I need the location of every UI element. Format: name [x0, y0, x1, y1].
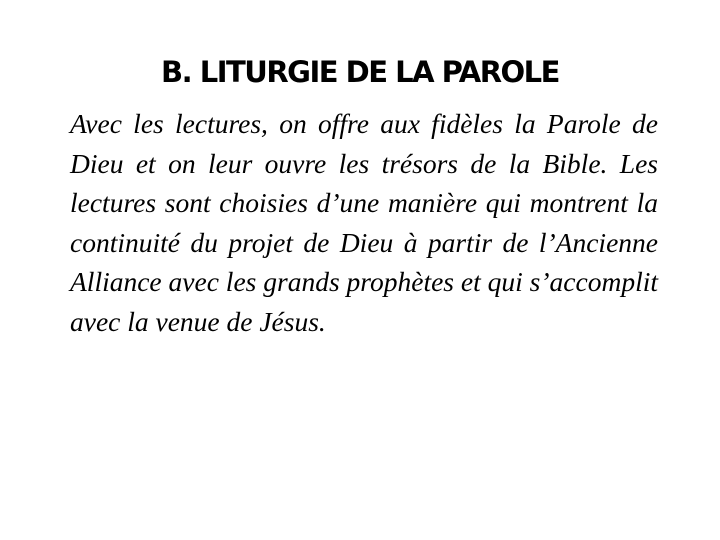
slide-title: B. LITURGIE DE LA PAROLE	[161, 55, 559, 89]
slide-body-text: Avec les lectures, on offre aux fidèles la Parole de Dieu et on leur ouvre les trésors de la Bible. Les lectures sont choisies d’une manière qui montrent la continuité du projet de Dieu à partir de l’Ancienne Alliance avec les grands prophètes et qui s’accomplit avec la venue de Jésus.	[70, 108, 658, 337]
